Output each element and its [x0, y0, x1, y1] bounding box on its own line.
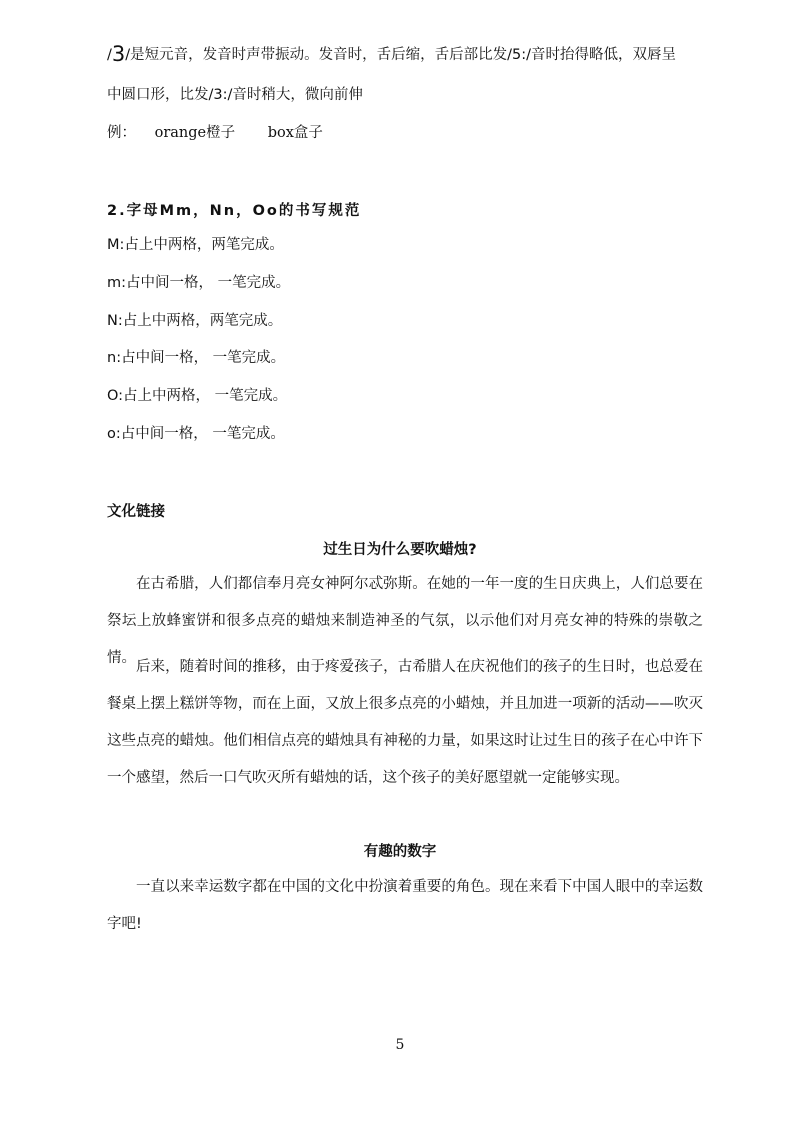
writing-rule-item: o:占中间一格， 一笔完成。 — [107, 426, 285, 442]
article-2-title: 有趣的数字 — [363, 844, 437, 860]
article-2-paragraph-1: 一直以来幸运数字都在中国的文化中扮演着重要的角色。现在来看下中国人眼中的幸运数字吧! — [107, 879, 703, 932]
example-word-1: orange橙子 — [154, 125, 236, 141]
culture-section-label: 文化链接 — [107, 504, 165, 520]
example-word-2: box盒子 — [267, 125, 323, 141]
page-number: 5 — [395, 1037, 405, 1053]
phonetic-description-line-1 — [107, 44, 676, 65]
slash-open: / — [107, 47, 112, 63]
article-1-paragraph-2: 后来，随着时间的推移，由于疼爱孩子，古希腊人在庆祝他们的孩子的生日时，也总爱在餐桌上摆上糕饼等物，而在上面，又放上很多点亮的小蜡烛，并且加进一项新的活动——吹灭这些点亮的蜡烛。他们相信点亮的蜡烛具有神秘的力量，如果这时让过生日的孩子在心中许下一个感望，然后一口气吹灭所有蜡烛的话，这个孩子的美好愿望就一定能够实现。 — [107, 659, 703, 786]
writing-rules-title: 2.字母Mm，Nn，Oo的书写规范 — [107, 203, 362, 219]
writing-rule-item: m:占中间一格， 一笔完成。 — [107, 275, 291, 291]
writing-rule-item: O:占上中两格， 一笔完成。 — [107, 388, 288, 404]
example-label: 例： — [107, 125, 136, 141]
article-1-paragraph-1: 在古希腊，人们都信奉月亮女神阿尔忒弥斯。在她的一年一度的生日庆典上，人们总要在祭坛上放蜂蜜饼和很多点亮的蜡烛来制造神圣的气氛，以示他们对月亮女神的特殊的崇敬之情。 — [107, 576, 703, 666]
phonetic-description-text: /是短元音，发音时声带振动。发音时，舌后缩，舌后部比发/5:/音时抬得略低，双唇呈 — [125, 47, 677, 63]
example-line — [107, 123, 323, 143]
phonetic-symbol: 3 — [111, 42, 126, 66]
writing-rule-item: M:占上中两格，两笔完成。 — [107, 237, 284, 253]
writing-rule-item: n:占中间一格， 一笔完成。 — [107, 350, 286, 366]
phonetic-description-line-2: 中圆口形，比发/3:/音时稍大，微向前伸 — [107, 87, 363, 103]
article-1-title: 过生日为什么要吹蜡烛? — [323, 542, 477, 558]
writing-rule-item: N:占上中两格，两笔完成。 — [107, 313, 283, 329]
